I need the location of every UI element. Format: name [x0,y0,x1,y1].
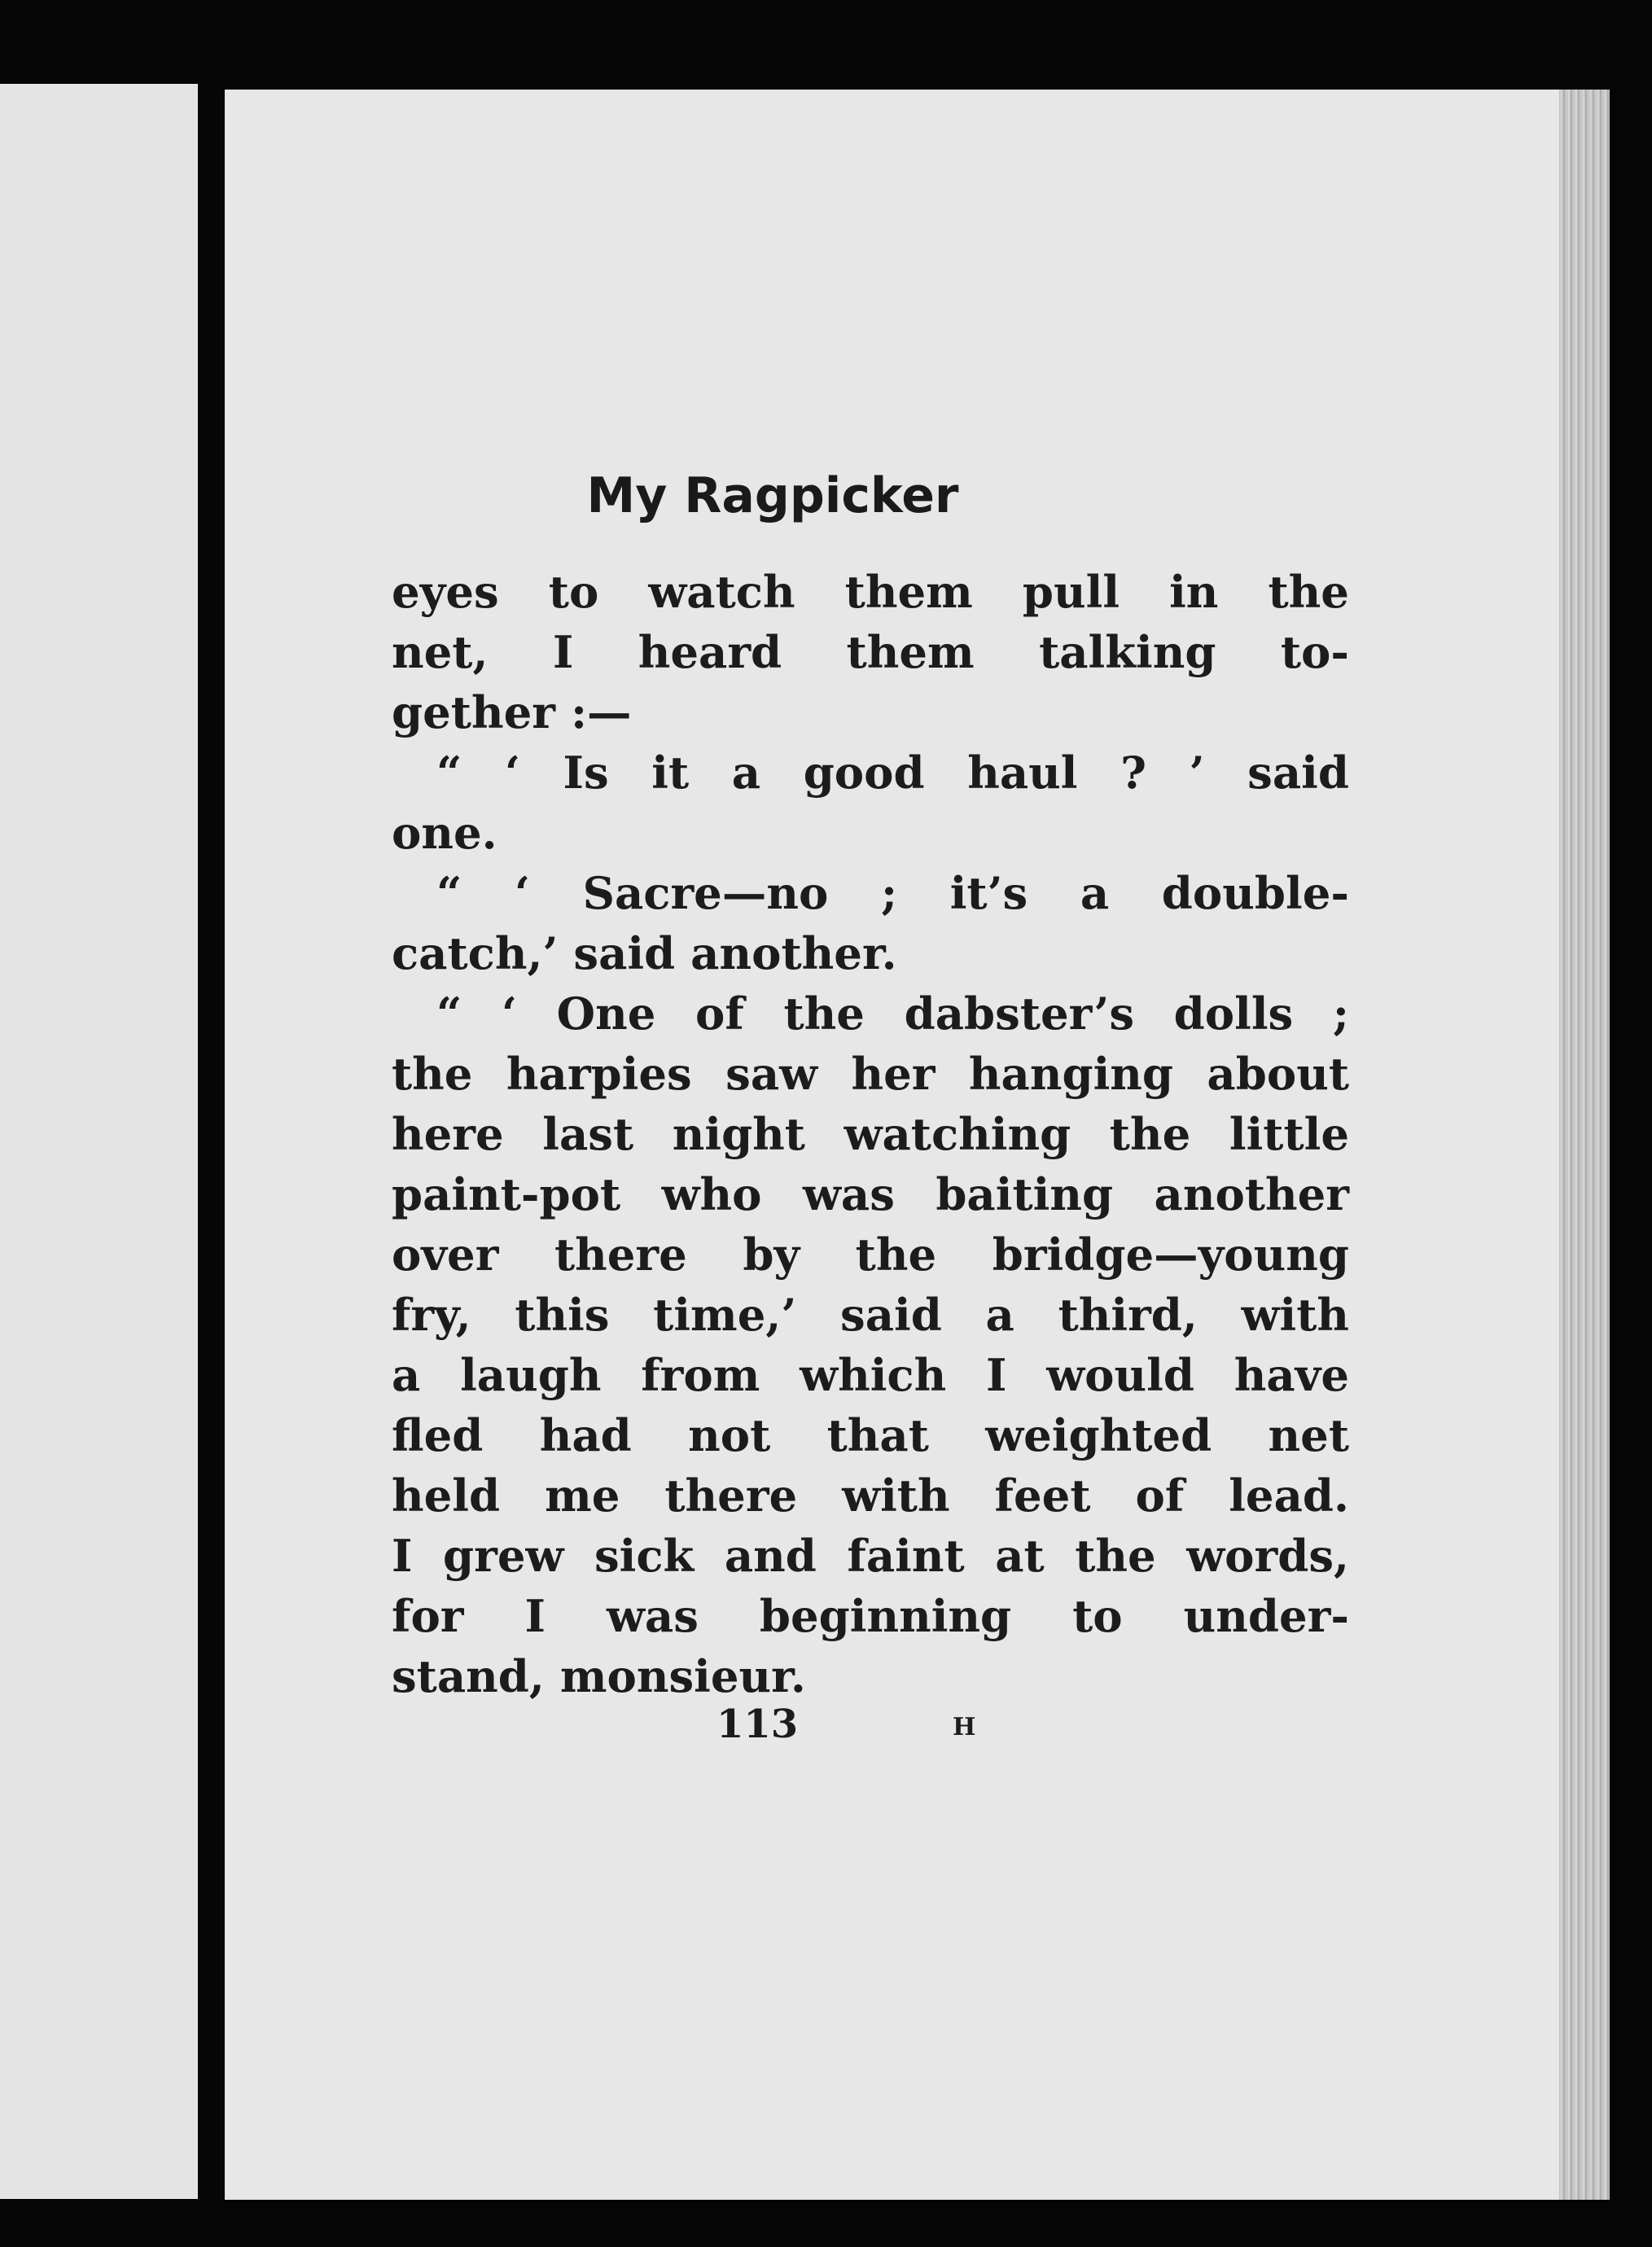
body-text [392,562,1349,1706]
running-head: My Ragpicker [586,467,959,524]
signature-mark: H [953,1713,976,1741]
text-line: fry, this time,’ said a third, with [392,1289,1349,1341]
text-line: net, I heard them talking to- [392,626,1349,678]
text-line: for I was beginning to under- [392,1590,1349,1642]
text-line: I grew sick and faint at the words, [392,1530,1349,1582]
page-edge-stack [1559,90,1610,2200]
book-page [225,90,1610,2200]
page-number: 113 [716,1702,799,1747]
text-line: fled had not that weighted net [392,1409,1349,1461]
text-line: paint-pot who was baiting another [392,1168,1349,1220]
text-line: over there by the bridge—young [392,1229,1349,1281]
text-line: here last night watching the little [392,1108,1349,1160]
book-gutter [198,0,225,2247]
text-line: gether :— [392,686,632,738]
text-line: catch,’ said another. [392,927,897,979]
text-line: “ ‘ One of the dabster’s dolls ; [436,988,1349,1040]
text-line: the harpies saw her hanging about [392,1048,1349,1100]
text-line: “ ‘ Is it a good haul ? ’ said [436,747,1349,799]
text-line: eyes to watch them pull in the [392,566,1349,618]
text-line: stand, monsieur. [392,1650,806,1702]
text-line: one. [392,807,497,859]
text-line: “ ‘ Sacre—no ; it’s a double- [436,867,1349,919]
text-line: a laugh from which I would have [392,1349,1349,1401]
left-page-edge [0,84,198,2199]
text-line: held me there with feet of lead. [392,1470,1349,1522]
